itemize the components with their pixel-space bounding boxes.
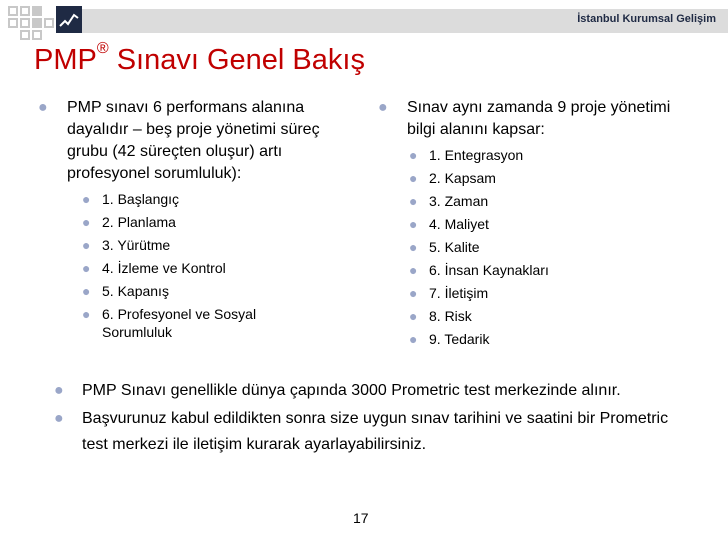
list-item: ● 6. İnsan Kaynakları xyxy=(409,262,549,278)
left-column xyxy=(32,97,362,341)
decor-square-9 xyxy=(8,18,18,28)
list-item: ● 1. Entegrasyon xyxy=(409,147,524,163)
logo-chart-icon xyxy=(56,6,82,33)
decor-square-4 xyxy=(20,18,30,28)
list-item: ● 3. Yürütme xyxy=(82,237,171,253)
bullet-icon: ● xyxy=(409,331,418,347)
bottom-bullet: ● PMP Sınavı genellikle dünya çapında 3000 Prometric test merkezinde alınır. xyxy=(32,380,672,402)
list-item: ● 2. Planlama xyxy=(82,214,176,230)
list-item: ● 7. İletişim xyxy=(409,285,489,301)
page-number: 17 xyxy=(353,510,369,526)
bullet-icon: ● xyxy=(54,410,64,427)
decor-square-7 xyxy=(20,30,30,40)
decor-square-1 xyxy=(8,6,18,16)
bullet-icon: ● xyxy=(409,239,418,255)
list-item: ● 9. Tedarik xyxy=(409,331,490,347)
list-item: ● 1. Başlangıç xyxy=(82,191,180,207)
decor-square-5 xyxy=(32,18,42,28)
list-item: ● 4. Maliyet xyxy=(409,216,489,232)
list-item: ● 8. Risk xyxy=(409,308,472,324)
bullet-icon: ● xyxy=(82,306,91,322)
page-title xyxy=(34,40,365,77)
bullet-icon: ● xyxy=(409,262,418,278)
list-item: ● 4. İzleme ve Kontrol xyxy=(82,260,226,276)
title-rest: Sınavı Genel Bakış xyxy=(108,44,365,76)
bottom-notes xyxy=(32,380,672,458)
left-intro-bullet xyxy=(32,97,362,185)
bullet-icon: ● xyxy=(54,382,64,399)
title-main: PMP xyxy=(34,44,97,76)
list-item: ● 3. Zaman xyxy=(409,193,489,209)
organization-name: İstanbul Kurumsal Gelişim xyxy=(577,13,716,25)
bullet-icon: ● xyxy=(409,147,418,163)
bullet-icon: ● xyxy=(82,191,91,207)
bullet-icon: ● xyxy=(409,285,418,301)
right-intro-text: Sınav aynı zamanda 9 proje yönetimi bilgi alanını kapsar: xyxy=(407,99,671,138)
list-item: ● 2. Kapsam xyxy=(409,170,496,186)
bullet-icon: ● xyxy=(378,99,388,116)
decor-square-8 xyxy=(32,30,42,40)
bullet-icon: ● xyxy=(409,308,418,324)
bottom-bullet: ● Başvurunuz kabul edildikten sonra size uygun sınav tarihini ve saatini bir Prometric test merkezi ile iletişim kurarak ayarlayabilirsiniz. xyxy=(32,406,672,458)
list-item: ● 5. Kalite xyxy=(409,239,480,255)
right-column xyxy=(372,97,672,348)
decor-square-6 xyxy=(44,18,54,28)
decor-square-2 xyxy=(20,6,30,16)
list-item: ● 5. Kapanış xyxy=(82,283,169,299)
bullet-icon: ● xyxy=(82,214,91,230)
title-registered-mark: ® xyxy=(96,40,109,57)
left-intro-text: PMP sınavı 6 performans alanına dayalıdır – beş proje yönetimi süreç grubu (42 süreçten oluşur) artı profesyonel sorumluluk): xyxy=(67,99,320,182)
list-item: ● 6. Profesyonel ve Sosyal Sorumluluk xyxy=(82,306,257,340)
bullet-icon: ● xyxy=(409,170,418,186)
bullet-icon: ● xyxy=(82,283,91,299)
bullet-icon: ● xyxy=(409,216,418,232)
bullet-icon: ● xyxy=(82,237,91,253)
bullet-icon: ● xyxy=(38,99,48,116)
decor-square-3 xyxy=(32,6,42,16)
bullet-icon: ● xyxy=(409,193,418,209)
right-intro-bullet xyxy=(372,97,672,141)
bullet-icon: ● xyxy=(82,260,91,276)
